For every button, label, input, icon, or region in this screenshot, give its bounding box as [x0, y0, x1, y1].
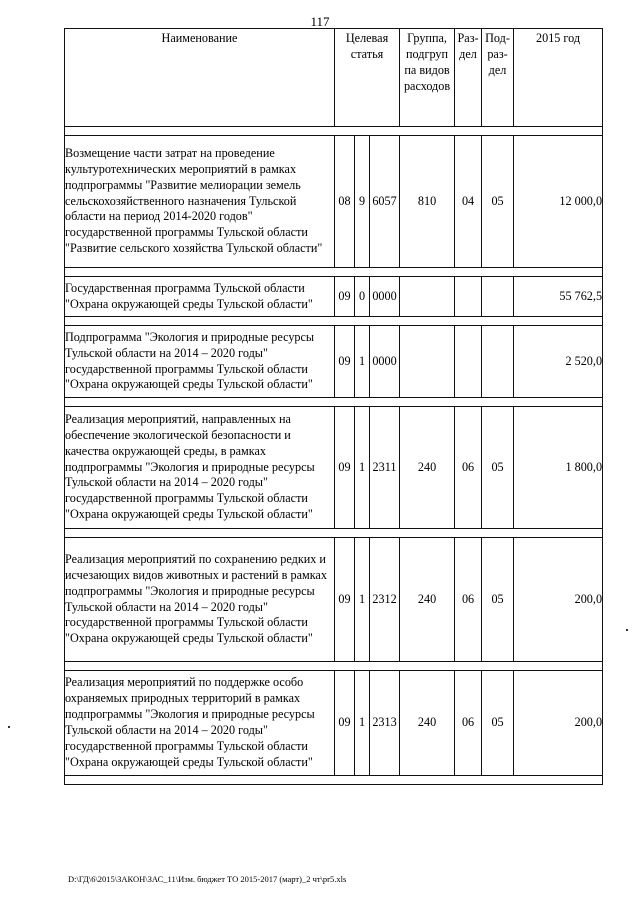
row-code-program: 09 [335, 326, 355, 398]
header-subsection: Под- раз- дел [482, 29, 514, 127]
row-name: Реализация мероприятий, направленных на обеспечение экологической безопасности и качества окружающей среды, в рамках подпрограммы "Экология и природные ресурсы Тульской области на 2014 – 2020 годы" государственной программы Тульской области "Охрана окружающей среды Тульской области" [65, 407, 335, 529]
row-code-program: 08 [335, 136, 355, 268]
row-code-direction: 2311 [370, 407, 400, 529]
row-group [400, 326, 455, 398]
row-subsection: 05 [482, 407, 514, 529]
row-code-subprogram: 1 [355, 326, 370, 398]
row-code-program: 09 [335, 277, 355, 317]
scan-dot [626, 629, 628, 631]
row-code-program: 09 [335, 538, 355, 662]
header-group: Группа, подгруп па видов расходов [400, 29, 455, 127]
row-code-subprogram: 1 [355, 671, 370, 776]
row-amount: 2 520,0 [514, 326, 603, 398]
row-name: Реализация мероприятий по поддержке особо охраняемых природных территорий в рамках подпрограммы "Экология и природные ресурсы Тульской области на 2014 – 2020 годы" государственной программы Тульской области "Охрана окружающей среды Тульской области" [65, 671, 335, 776]
row-name: Возмещение части затрат на проведение культуротехнических мероприятий в рамках подпрограммы "Развитие мелиорации земель сельскохозяйственного назначения Тульской области на период 2014-2020 годов" государственной программы Тульской области "Развитие сельского хозяйства Тульской области" [65, 136, 335, 268]
table-row [65, 277, 603, 317]
row-subsection: 05 [482, 538, 514, 662]
row-subsection [482, 326, 514, 398]
row-subsection: 05 [482, 136, 514, 268]
row-section: 06 [455, 538, 482, 662]
row-section: 06 [455, 407, 482, 529]
row-amount: 200,0 [514, 538, 603, 662]
table-row [65, 326, 603, 398]
row-group: 240 [400, 671, 455, 776]
row-group: 810 [400, 136, 455, 268]
row-amount: 1 800,0 [514, 407, 603, 529]
row-code-subprogram: 1 [355, 407, 370, 529]
row-name: Подпрограмма "Экология и природные ресурсы Тульской области на 2014 – 2020 годы" государственной программы Тульской области "Охрана окружающей среды Тульской области" [65, 326, 335, 398]
row-subsection: 05 [482, 671, 514, 776]
row-group: 240 [400, 407, 455, 529]
row-amount: 55 762,5 [514, 277, 603, 317]
table-row [65, 671, 603, 776]
header-target: Целевая статья [335, 29, 400, 127]
file-path-footer: D:\ГД\6\2015\ЗАКОН\ЗАС_11\Изм. бюджет ТО 2015-2017 (март)_2 чт\pr5.xls [68, 874, 347, 884]
header-section: Раз- дел [455, 29, 482, 127]
row-amount: 200,0 [514, 671, 603, 776]
row-group [400, 277, 455, 317]
page-number: 117 [310, 14, 330, 29]
scan-dot [8, 726, 10, 728]
row-code-subprogram: 1 [355, 538, 370, 662]
row-code-subprogram: 0 [355, 277, 370, 317]
row-code-subprogram: 9 [355, 136, 370, 268]
table-row [65, 407, 603, 529]
row-code-program: 09 [335, 407, 355, 529]
row-section: 06 [455, 671, 482, 776]
budget-table [64, 28, 603, 785]
row-name: Государственная программа Тульской области "Охрана окружающей среды Тульской области" [65, 277, 335, 317]
row-subsection [482, 277, 514, 317]
table-row [65, 136, 603, 268]
row-section: 04 [455, 136, 482, 268]
row-name: Реализация мероприятий по сохранению редких и исчезающих видов животных и растений в рамках подпрограммы "Экология и природные ресурсы Тульской области на 2014 – 2020 годы" государственной программы Тульской области "Охрана окружающей среды Тульской области" [65, 538, 335, 662]
row-section [455, 277, 482, 317]
row-amount: 12 000,0 [514, 136, 603, 268]
row-code-direction: 2312 [370, 538, 400, 662]
row-code-direction: 0000 [370, 277, 400, 317]
row-section [455, 326, 482, 398]
row-code-program: 09 [335, 671, 355, 776]
header-row [65, 29, 603, 127]
row-code-direction: 0000 [370, 326, 400, 398]
row-group: 240 [400, 538, 455, 662]
table-row [65, 538, 603, 662]
row-code-direction: 6057 [370, 136, 400, 268]
header-name: Наименование [65, 29, 335, 127]
row-code-direction: 2313 [370, 671, 400, 776]
header-year: 2015 год [514, 29, 603, 127]
